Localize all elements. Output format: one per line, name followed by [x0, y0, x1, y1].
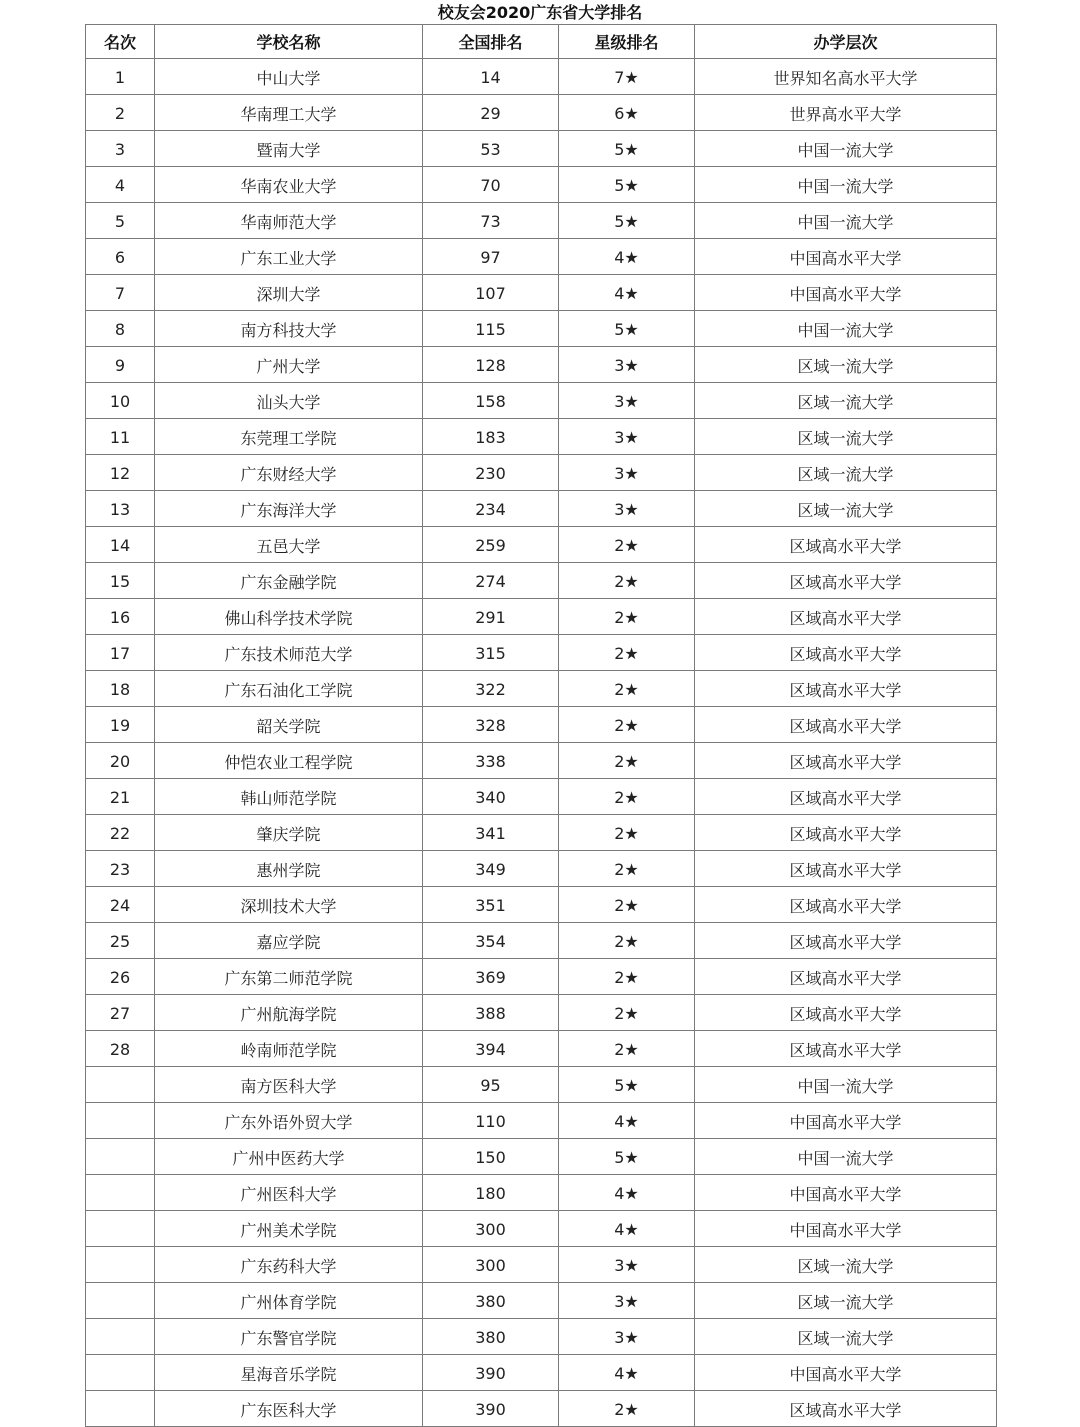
- cell-school-level: 区域高水平大学: [695, 599, 997, 635]
- cell-national-rank: 274: [423, 563, 559, 599]
- cell-national-rank: 394: [423, 1031, 559, 1067]
- cell-star-rating: 2★: [559, 815, 695, 851]
- cell-school-level: 中国高水平大学: [695, 1175, 997, 1211]
- cell-national-rank: 107: [423, 275, 559, 311]
- cell-star-rating: 2★: [559, 599, 695, 635]
- cell-national-rank: 110: [423, 1103, 559, 1139]
- cell-star-rating: 5★: [559, 311, 695, 347]
- cell-national-rank: 73: [423, 203, 559, 239]
- cell-national-rank: 351: [423, 887, 559, 923]
- cell-national-rank: 338: [423, 743, 559, 779]
- cell-school-name: 佛山科学技术学院: [155, 599, 423, 635]
- cell-national-rank: 53: [423, 131, 559, 167]
- cell-school-level: 区域高水平大学: [695, 923, 997, 959]
- cell-star-rating: 3★: [559, 1283, 695, 1319]
- cell-star-rating: 2★: [559, 1391, 695, 1427]
- table-row: [86, 635, 997, 671]
- cell-star-rating: 3★: [559, 347, 695, 383]
- cell-national-rank: 97: [423, 239, 559, 275]
- ranking-table: [85, 24, 997, 1427]
- cell-rank: 14: [86, 527, 155, 563]
- cell-school-level: 区域高水平大学: [695, 779, 997, 815]
- cell-school-level: 区域高水平大学: [695, 743, 997, 779]
- cell-school-name: 广东医科大学: [155, 1391, 423, 1427]
- table-row: [86, 383, 997, 419]
- cell-school-name: 肇庆学院: [155, 815, 423, 851]
- cell-star-rating: 5★: [559, 131, 695, 167]
- table-header-row: [86, 25, 997, 59]
- table-row: [86, 1319, 997, 1355]
- cell-rank: 27: [86, 995, 155, 1031]
- table-row: [86, 743, 997, 779]
- table-row: [86, 275, 997, 311]
- table-row: [86, 491, 997, 527]
- cell-school-name: 广州体育学院: [155, 1283, 423, 1319]
- cell-school-level: 区域一流大学: [695, 1283, 997, 1319]
- cell-national-rank: 354: [423, 923, 559, 959]
- table-row: [86, 599, 997, 635]
- cell-star-rating: 5★: [559, 1139, 695, 1175]
- cell-rank: 2: [86, 95, 155, 131]
- cell-star-rating: 5★: [559, 1067, 695, 1103]
- cell-school-name: 广东海洋大学: [155, 491, 423, 527]
- cell-school-level: 中国一流大学: [695, 203, 997, 239]
- header-national-rank: 全国排名: [423, 25, 559, 59]
- cell-national-rank: 380: [423, 1319, 559, 1355]
- cell-national-rank: 29: [423, 95, 559, 131]
- cell-rank: 20: [86, 743, 155, 779]
- cell-star-rating: 6★: [559, 95, 695, 131]
- cell-national-rank: 369: [423, 959, 559, 995]
- cell-school-level: 中国一流大学: [695, 131, 997, 167]
- cell-school-name: 五邑大学: [155, 527, 423, 563]
- cell-school-level: 区域一流大学: [695, 347, 997, 383]
- header-rank: 名次: [86, 25, 155, 59]
- cell-rank: [86, 1175, 155, 1211]
- cell-school-name: 深圳技术大学: [155, 887, 423, 923]
- cell-school-name: 广东药科大学: [155, 1247, 423, 1283]
- cell-school-level: 区域高水平大学: [695, 671, 997, 707]
- cell-star-rating: 2★: [559, 563, 695, 599]
- cell-school-level: 中国高水平大学: [695, 239, 997, 275]
- cell-national-rank: 349: [423, 851, 559, 887]
- cell-school-name: 广州医科大学: [155, 1175, 423, 1211]
- cell-star-rating: 7★: [559, 59, 695, 95]
- cell-star-rating: 2★: [559, 707, 695, 743]
- cell-star-rating: 4★: [559, 1355, 695, 1391]
- cell-school-name: 广东第二师范学院: [155, 959, 423, 995]
- table-row: [86, 1283, 997, 1319]
- cell-school-name: 广州美术学院: [155, 1211, 423, 1247]
- table-row: [86, 1247, 997, 1283]
- cell-national-rank: 380: [423, 1283, 559, 1319]
- cell-rank: 13: [86, 491, 155, 527]
- cell-national-rank: 322: [423, 671, 559, 707]
- table-row: [86, 851, 997, 887]
- cell-school-level: 中国高水平大学: [695, 1211, 997, 1247]
- cell-rank: [86, 1067, 155, 1103]
- cell-rank: [86, 1355, 155, 1391]
- cell-school-level: 中国一流大学: [695, 311, 997, 347]
- cell-star-rating: 4★: [559, 239, 695, 275]
- table-row: [86, 95, 997, 131]
- cell-national-rank: 390: [423, 1391, 559, 1427]
- cell-star-rating: 4★: [559, 275, 695, 311]
- cell-school-name: 嘉应学院: [155, 923, 423, 959]
- table-row: [86, 1103, 997, 1139]
- table-row: [86, 419, 997, 455]
- cell-rank: [86, 1283, 155, 1319]
- cell-rank: 1: [86, 59, 155, 95]
- table-row: [86, 563, 997, 599]
- cell-school-name: 广东财经大学: [155, 455, 423, 491]
- cell-rank: 11: [86, 419, 155, 455]
- cell-school-level: 区域高水平大学: [695, 707, 997, 743]
- cell-star-rating: 2★: [559, 671, 695, 707]
- cell-national-rank: 259: [423, 527, 559, 563]
- cell-star-rating: 2★: [559, 635, 695, 671]
- table-row: [86, 203, 997, 239]
- table-row: [86, 995, 997, 1031]
- cell-school-name: 韶关学院: [155, 707, 423, 743]
- header-school-level: 办学层次: [695, 25, 997, 59]
- cell-rank: [86, 1211, 155, 1247]
- cell-star-rating: 2★: [559, 995, 695, 1031]
- cell-school-level: 区域高水平大学: [695, 815, 997, 851]
- cell-rank: 12: [86, 455, 155, 491]
- cell-school-name: 广州航海学院: [155, 995, 423, 1031]
- cell-star-rating: 2★: [559, 527, 695, 563]
- cell-school-name: 韩山师范学院: [155, 779, 423, 815]
- cell-school-name: 华南理工大学: [155, 95, 423, 131]
- cell-rank: 16: [86, 599, 155, 635]
- table-row: [86, 1139, 997, 1175]
- cell-school-name: 华南农业大学: [155, 167, 423, 203]
- cell-national-rank: 183: [423, 419, 559, 455]
- cell-national-rank: 234: [423, 491, 559, 527]
- cell-star-rating: 3★: [559, 419, 695, 455]
- cell-rank: [86, 1139, 155, 1175]
- cell-national-rank: 158: [423, 383, 559, 419]
- cell-school-level: 中国一流大学: [695, 167, 997, 203]
- cell-school-level: 世界高水平大学: [695, 95, 997, 131]
- cell-national-rank: 300: [423, 1211, 559, 1247]
- page-title: 校友会2020广东省大学排名: [437, 3, 643, 22]
- cell-national-rank: 115: [423, 311, 559, 347]
- cell-school-name: 广东金融学院: [155, 563, 423, 599]
- cell-school-name: 广东外语外贸大学: [155, 1103, 423, 1139]
- cell-star-rating: 5★: [559, 203, 695, 239]
- cell-national-rank: 341: [423, 815, 559, 851]
- cell-star-rating: 2★: [559, 1031, 695, 1067]
- cell-school-level: 区域高水平大学: [695, 1031, 997, 1067]
- cell-star-rating: 3★: [559, 455, 695, 491]
- cell-rank: 10: [86, 383, 155, 419]
- cell-school-level: 区域一流大学: [695, 383, 997, 419]
- cell-school-name: 广东警官学院: [155, 1319, 423, 1355]
- cell-star-rating: 3★: [559, 383, 695, 419]
- cell-school-level: 区域高水平大学: [695, 887, 997, 923]
- cell-school-level: 区域高水平大学: [695, 635, 997, 671]
- cell-star-rating: 3★: [559, 1319, 695, 1355]
- cell-rank: [86, 1391, 155, 1427]
- cell-school-name: 广州中医药大学: [155, 1139, 423, 1175]
- cell-school-level: 中国高水平大学: [695, 1103, 997, 1139]
- cell-school-level: 区域一流大学: [695, 419, 997, 455]
- cell-national-rank: 388: [423, 995, 559, 1031]
- cell-rank: 23: [86, 851, 155, 887]
- cell-school-level: 区域一流大学: [695, 491, 997, 527]
- table-row: [86, 311, 997, 347]
- cell-school-name: 广东工业大学: [155, 239, 423, 275]
- table-row: [86, 1031, 997, 1067]
- table-row: [86, 671, 997, 707]
- cell-school-name: 深圳大学: [155, 275, 423, 311]
- cell-star-rating: 5★: [559, 167, 695, 203]
- cell-school-name: 南方医科大学: [155, 1067, 423, 1103]
- table-row: [86, 167, 997, 203]
- cell-national-rank: 291: [423, 599, 559, 635]
- cell-national-rank: 128: [423, 347, 559, 383]
- table-row: [86, 887, 997, 923]
- table-row: [86, 1355, 997, 1391]
- table-row: [86, 923, 997, 959]
- table-row: [86, 707, 997, 743]
- header-star-rating: 星级排名: [559, 25, 695, 59]
- cell-school-level: 区域一流大学: [695, 455, 997, 491]
- cell-rank: 5: [86, 203, 155, 239]
- cell-star-rating: 4★: [559, 1175, 695, 1211]
- cell-rank: 22: [86, 815, 155, 851]
- cell-star-rating: 3★: [559, 1247, 695, 1283]
- cell-school-level: 中国高水平大学: [695, 275, 997, 311]
- cell-school-level: 区域高水平大学: [695, 563, 997, 599]
- cell-star-rating: 4★: [559, 1211, 695, 1247]
- header-school-name: 学校名称: [155, 25, 423, 59]
- cell-rank: [86, 1103, 155, 1139]
- cell-rank: 4: [86, 167, 155, 203]
- cell-school-level: 世界知名高水平大学: [695, 59, 997, 95]
- cell-national-rank: 328: [423, 707, 559, 743]
- cell-school-level: 区域高水平大学: [695, 527, 997, 563]
- cell-rank: 15: [86, 563, 155, 599]
- cell-rank: 8: [86, 311, 155, 347]
- cell-star-rating: 4★: [559, 1103, 695, 1139]
- table-row: [86, 1391, 997, 1427]
- table-row: [86, 59, 997, 95]
- cell-school-name: 汕头大学: [155, 383, 423, 419]
- cell-rank: 21: [86, 779, 155, 815]
- cell-school-level: 区域高水平大学: [695, 995, 997, 1031]
- cell-star-rating: 2★: [559, 779, 695, 815]
- table-row: [86, 815, 997, 851]
- cell-national-rank: 300: [423, 1247, 559, 1283]
- table-row: [86, 131, 997, 167]
- cell-star-rating: 2★: [559, 851, 695, 887]
- cell-star-rating: 2★: [559, 743, 695, 779]
- cell-school-name: 星海音乐学院: [155, 1355, 423, 1391]
- table-row: [86, 239, 997, 275]
- table-row: [86, 959, 997, 995]
- cell-school-level: 区域高水平大学: [695, 959, 997, 995]
- cell-rank: 19: [86, 707, 155, 743]
- cell-school-name: 广东技术师范大学: [155, 635, 423, 671]
- table-row: [86, 779, 997, 815]
- cell-rank: 28: [86, 1031, 155, 1067]
- cell-school-level: 区域一流大学: [695, 1319, 997, 1355]
- cell-rank: 6: [86, 239, 155, 275]
- cell-rank: [86, 1319, 155, 1355]
- cell-national-rank: 180: [423, 1175, 559, 1211]
- table-row: [86, 1067, 997, 1103]
- cell-school-level: 区域高水平大学: [695, 851, 997, 887]
- cell-national-rank: 14: [423, 59, 559, 95]
- table-row: [86, 347, 997, 383]
- cell-rank: 17: [86, 635, 155, 671]
- table-body: [86, 59, 997, 1427]
- table-row: [86, 455, 997, 491]
- cell-school-name: 南方科技大学: [155, 311, 423, 347]
- table-row: [86, 1211, 997, 1247]
- cell-school-level: 中国高水平大学: [695, 1355, 997, 1391]
- cell-star-rating: 2★: [559, 923, 695, 959]
- table-row: [86, 1175, 997, 1211]
- cell-school-level: 中国一流大学: [695, 1067, 997, 1103]
- cell-school-name: 中山大学: [155, 59, 423, 95]
- cell-school-level: 中国一流大学: [695, 1139, 997, 1175]
- cell-school-name: 广州大学: [155, 347, 423, 383]
- cell-national-rank: 230: [423, 455, 559, 491]
- cell-national-rank: 95: [423, 1067, 559, 1103]
- cell-rank: 18: [86, 671, 155, 707]
- cell-school-name: 广东石油化工学院: [155, 671, 423, 707]
- cell-national-rank: 150: [423, 1139, 559, 1175]
- cell-rank: 25: [86, 923, 155, 959]
- cell-star-rating: 2★: [559, 959, 695, 995]
- cell-school-name: 东莞理工学院: [155, 419, 423, 455]
- cell-national-rank: 340: [423, 779, 559, 815]
- cell-school-name: 仲恺农业工程学院: [155, 743, 423, 779]
- cell-rank: 24: [86, 887, 155, 923]
- cell-rank: [86, 1247, 155, 1283]
- cell-rank: 26: [86, 959, 155, 995]
- cell-school-level: 区域高水平大学: [695, 1391, 997, 1427]
- table-row: [86, 527, 997, 563]
- cell-star-rating: 3★: [559, 491, 695, 527]
- cell-rank: 9: [86, 347, 155, 383]
- cell-national-rank: 390: [423, 1355, 559, 1391]
- cell-star-rating: 2★: [559, 887, 695, 923]
- cell-rank: 7: [86, 275, 155, 311]
- cell-school-name: 惠州学院: [155, 851, 423, 887]
- cell-national-rank: 70: [423, 167, 559, 203]
- cell-school-name: 华南师范大学: [155, 203, 423, 239]
- cell-rank: 3: [86, 131, 155, 167]
- cell-school-name: 岭南师范学院: [155, 1031, 423, 1067]
- cell-school-name: 暨南大学: [155, 131, 423, 167]
- cell-school-level: 区域一流大学: [695, 1247, 997, 1283]
- cell-national-rank: 315: [423, 635, 559, 671]
